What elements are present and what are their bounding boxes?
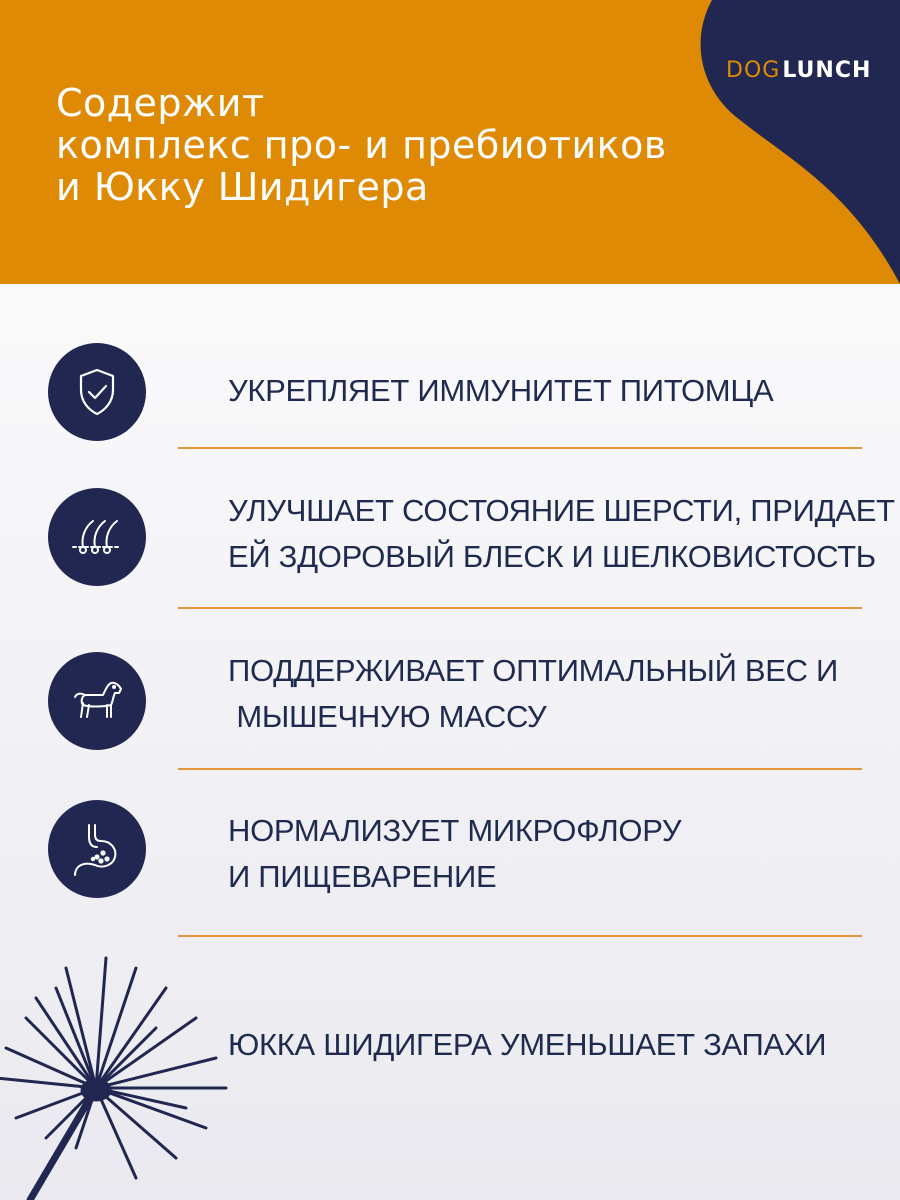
header-title-line: комплекс про- и пребиотиков xyxy=(56,123,667,167)
hair-follicle-icon xyxy=(48,488,146,586)
dog-icon xyxy=(48,652,146,750)
benefit-line: ПОДДЕРЖИВАЕТ ОПТИМАЛЬНЫЙ ВЕС И xyxy=(228,653,839,688)
benefit-line: УКРЕПЛЯЕТ ИММУНИТЕТ ПИТОМЦА xyxy=(228,373,774,408)
divider xyxy=(178,447,862,449)
header-title-line: и Юкку Шидигера xyxy=(56,165,429,209)
header-title xyxy=(56,82,716,208)
shield-check-icon xyxy=(48,343,146,441)
header-title-line: Содержит xyxy=(56,81,265,125)
benefit-line: ЕЙ ЗДОРОВЫЙ БЛЕСК И ШЕЛКОВИСТОСТЬ xyxy=(228,539,876,574)
divider xyxy=(178,607,862,609)
header-banner xyxy=(0,0,900,284)
benefit-line: И ПИЩЕВАРЕНИЕ xyxy=(228,859,497,894)
benefit-text xyxy=(228,488,895,580)
logo-lunch: LUNCH xyxy=(782,58,872,83)
divider xyxy=(178,935,862,937)
stomach-icon xyxy=(48,800,146,898)
benefit-line: НОРМАЛИЗУЕТ МИКРОФЛОРУ xyxy=(228,813,682,848)
brand-logo xyxy=(726,58,871,83)
benefit-line: МЫШЕЧНУЮ МАССУ xyxy=(228,699,547,734)
yucca-plant-icon xyxy=(0,950,260,1200)
benefit-line: ЮККА ШИДИГЕРА УМЕНЬШАЕТ ЗАПАХИ xyxy=(228,1027,827,1062)
benefit-text xyxy=(228,368,868,414)
benefit-text xyxy=(228,648,868,740)
benefit-text xyxy=(228,808,868,900)
benefit-line: УЛУЧШАЕТ СОСТОЯНИЕ ШЕРСТИ, ПРИДАЕТ xyxy=(228,493,895,528)
divider xyxy=(178,768,862,770)
logo-dog: DOG xyxy=(726,58,781,83)
benefit-text xyxy=(228,1022,868,1068)
